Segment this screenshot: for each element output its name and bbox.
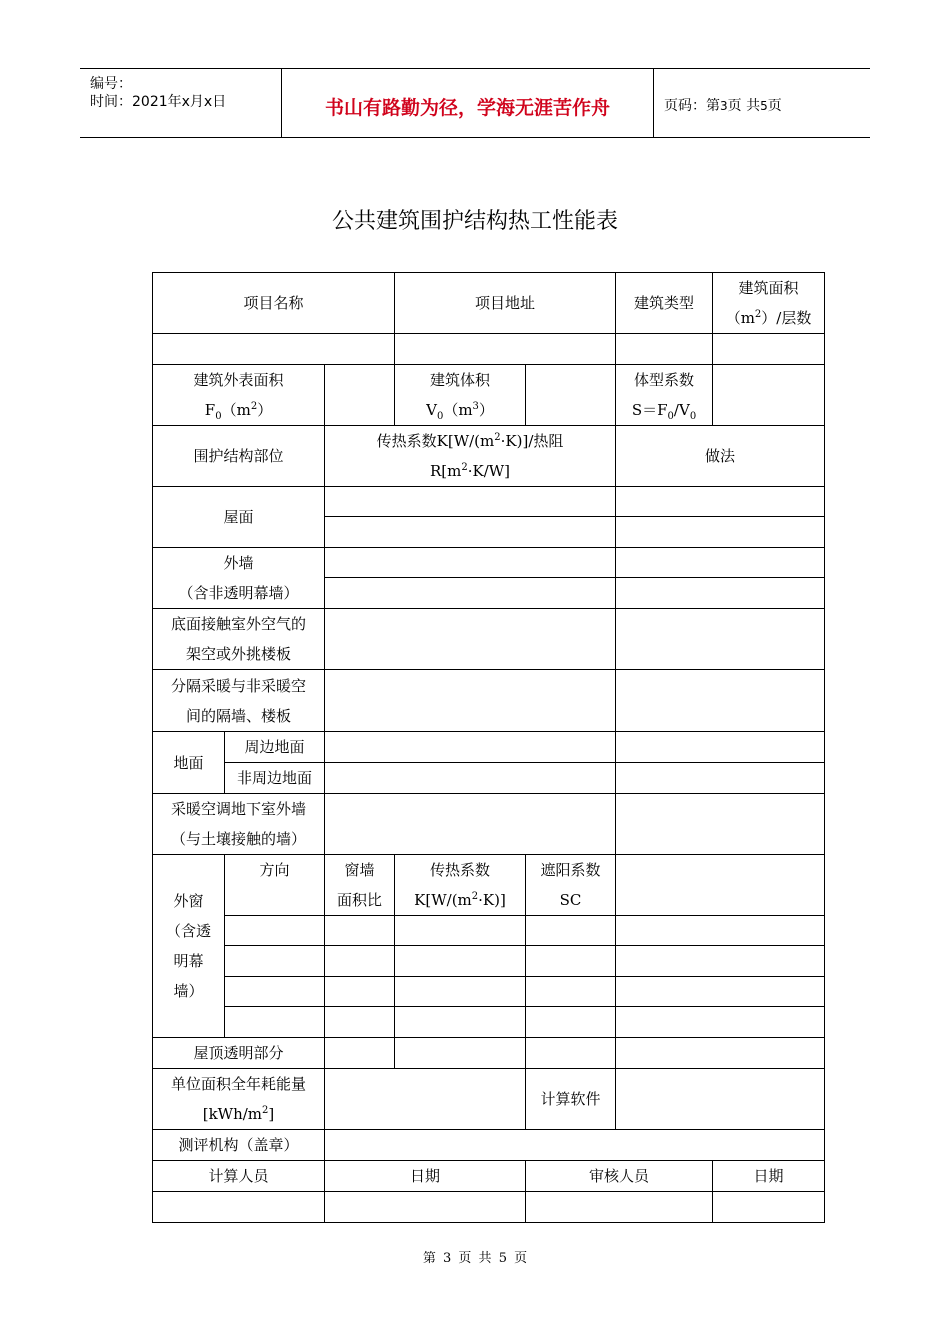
window-wwr-value[interactable] [325, 946, 395, 977]
table-row [153, 548, 825, 578]
method-label: 做法 [616, 426, 825, 487]
project-name-label: 项目名称 [153, 273, 395, 334]
project-address-value[interactable] [395, 334, 616, 365]
window-direction-value[interactable] [225, 946, 325, 977]
header-motto-cell [282, 69, 654, 137]
table-row [153, 487, 825, 517]
window-k-label: 传热系数 $K[W/(m^2\cdot K)]$ [395, 855, 526, 916]
structure-part-label: 围护结构部位 [153, 426, 325, 487]
ground-perimeter-label: 周边地面 [225, 732, 325, 763]
basement-k[interactable] [325, 794, 616, 855]
area-floors-label: 建筑面积 $(m^2)/$层数 [713, 273, 825, 334]
table-row [153, 916, 825, 946]
wall-k-2[interactable] [325, 578, 616, 609]
energy-label: 单位面积全年耗能量 $[kWh/m^2]$ [153, 1069, 325, 1130]
wall-k-1[interactable] [325, 548, 616, 578]
sc-label: 遮阳系数 SC [526, 855, 616, 916]
wall-method-2[interactable] [616, 578, 825, 609]
date-value[interactable] [325, 1192, 526, 1223]
wall-method-1[interactable] [616, 548, 825, 578]
software-label: 计算软件 [526, 1069, 616, 1130]
ground-non-method[interactable] [616, 763, 825, 794]
window-direction-value[interactable] [225, 977, 325, 1007]
table-row [153, 763, 825, 794]
wwr-label: 窗墙 面积比 [325, 855, 395, 916]
skylight-k-value[interactable] [395, 1038, 526, 1069]
roof-method-1[interactable] [616, 487, 825, 517]
window-sc-value[interactable] [526, 1007, 616, 1038]
table-row [153, 977, 825, 1007]
outer-area-label: 建筑外表面积 $F_0(m^2)$ [153, 365, 325, 426]
roof-method-2[interactable] [616, 517, 825, 548]
motto: 书山有路勤为径，学海无涯苦作舟 [324, 97, 610, 119]
agency-label: 测评机构（盖章） [153, 1130, 325, 1161]
basement-method[interactable] [616, 794, 825, 855]
window-method-value[interactable] [616, 946, 825, 977]
partition-label: 分隔采暖与非采暖空 间的隔墙、楼板 [153, 670, 325, 732]
table-row [153, 732, 825, 763]
partition-k[interactable] [325, 670, 616, 732]
window-wwr-value[interactable] [325, 916, 395, 946]
window-method-value[interactable] [616, 977, 825, 1007]
table-row [153, 1007, 825, 1038]
agency-value[interactable] [325, 1130, 825, 1161]
header-page-cell [654, 69, 870, 137]
thermal-performance-table [152, 272, 825, 1223]
window-wwr-value[interactable] [325, 977, 395, 1007]
ground-label: 地面 [153, 732, 225, 794]
window-direction-value[interactable] [225, 916, 325, 946]
software-value[interactable] [616, 1069, 825, 1130]
window-k-value[interactable] [395, 946, 526, 977]
table-row [153, 609, 825, 670]
table-row [153, 273, 825, 334]
table-row [153, 1192, 825, 1223]
skylight-wwr-value[interactable] [325, 1038, 395, 1069]
table-row [153, 946, 825, 977]
date-label: 日期 [713, 1161, 825, 1192]
table-row [153, 334, 825, 365]
page-indicator: 页码：第3页 共5页 [664, 98, 782, 114]
window-wwr-value[interactable] [325, 1007, 395, 1038]
table-row [153, 855, 825, 916]
reviewer-value[interactable] [526, 1192, 713, 1223]
table-row [153, 1130, 825, 1161]
partition-method[interactable] [616, 670, 825, 732]
window-method-value[interactable] [616, 1007, 825, 1038]
page-header [80, 68, 870, 138]
outer-area-value[interactable] [325, 365, 395, 426]
project-name-value[interactable] [153, 334, 395, 365]
skylight-sc-value[interactable] [526, 1038, 616, 1069]
volume-label: 建筑体积 $V_0(m^3)$ [395, 365, 526, 426]
basement-label: 采暖空调地下室外墙 （与土壤接触的墙） [153, 794, 325, 855]
wall-label: 外墙 （含非透明幕墙） [153, 548, 325, 609]
code-label: 编号： [90, 76, 132, 92]
window-method[interactable] [616, 855, 825, 916]
roof-k-2[interactable] [325, 517, 616, 548]
ground-non-label: 非周边地面 [225, 763, 325, 794]
window-direction-value[interactable] [225, 1007, 325, 1038]
volume-value[interactable] [526, 365, 616, 426]
calculator-value[interactable] [153, 1192, 325, 1223]
window-k-value[interactable] [395, 916, 526, 946]
table-row [153, 1161, 825, 1192]
shape-coef-label: 体型系数 $S=F_0/V_0$ [616, 365, 713, 426]
roof-k-1[interactable] [325, 487, 616, 517]
building-type-label: 建筑类型 [616, 273, 713, 334]
project-address-label: 项目地址 [395, 273, 616, 334]
window-sc-value[interactable] [526, 916, 616, 946]
table-row [153, 794, 825, 855]
date-label: 日期 [325, 1161, 526, 1192]
shape-coef-value[interactable] [713, 365, 825, 426]
page-title: 公共建筑围护结构热工性能表 [331, 209, 618, 234]
window-method-value[interactable] [616, 916, 825, 946]
table-row [153, 365, 825, 426]
roof-label: 屋面 [153, 487, 325, 548]
header-info-cell [80, 69, 282, 137]
floor-air-label: 底面接触室外空气的 架空或外挑楼板 [153, 609, 325, 670]
floor-air-k[interactable] [325, 609, 616, 670]
calculator-label: 计算人员 [153, 1161, 325, 1192]
table-row [153, 1038, 825, 1069]
window-label: 外窗 （含透 明幕 墙） [153, 855, 225, 1038]
table-row [153, 670, 825, 732]
page-footer: 第 3 页 共 5 页 [422, 1251, 528, 1266]
skylight-method-value[interactable] [616, 1038, 825, 1069]
reviewer-label: 审核人员 [526, 1161, 713, 1192]
table-row [153, 426, 825, 487]
ground-perimeter-k[interactable] [325, 732, 616, 763]
energy-value[interactable] [325, 1069, 526, 1130]
building-type-value[interactable] [616, 334, 713, 365]
ground-perimeter-method[interactable] [616, 732, 825, 763]
time-label: 时间：2021年x月x日 [90, 94, 227, 110]
direction-label: 方向 [225, 855, 325, 916]
window-k-value[interactable] [395, 1007, 526, 1038]
heat-transfer-label: 传热系数$K[W/(m^2\cdot K)]/$热阻 $R[m^2\cdot K/W]$ [325, 426, 616, 487]
floor-air-method[interactable] [616, 609, 825, 670]
window-sc-value[interactable] [526, 977, 616, 1007]
skylight-label: 屋顶透明部分 [153, 1038, 325, 1069]
ground-non-k[interactable] [325, 763, 616, 794]
window-k-value[interactable] [395, 977, 526, 1007]
area-floors-value[interactable] [713, 334, 825, 365]
table-row [153, 1069, 825, 1130]
date-value[interactable] [713, 1192, 825, 1223]
window-sc-value[interactable] [526, 946, 616, 977]
